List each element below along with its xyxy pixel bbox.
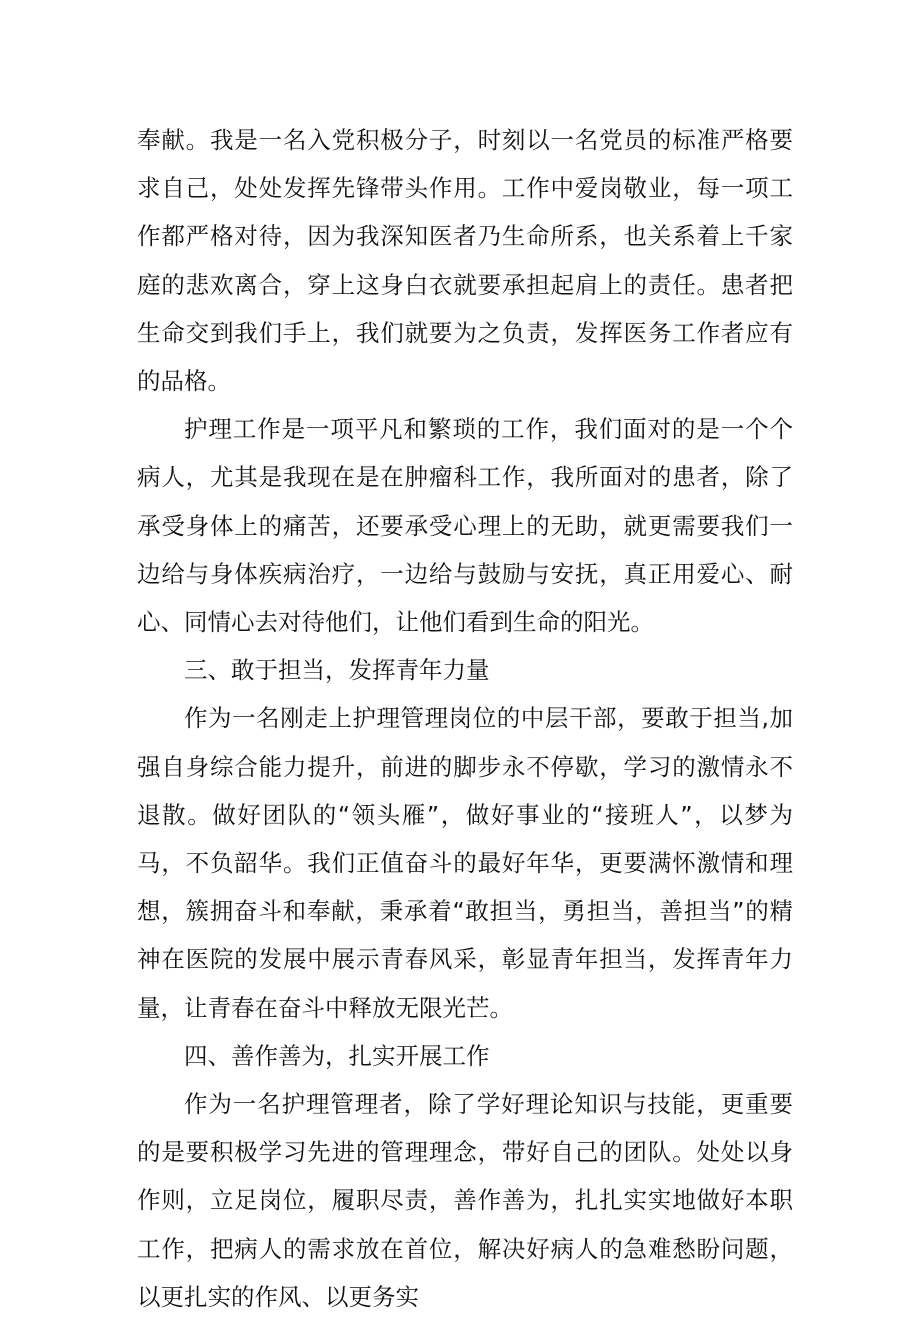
- paragraph-dedication: 奉献。我是一名入党积极分子，时刻以一名党员的标准严格要求自己，处处发挥先锋带头作用。工作中爱岗敬业，每一项工作都严格对待，因为我深知医者乃生命所系，也关系着上千家庭的悲欢离合，穿上这身白衣就要承担起肩上的责任。患者把生命交到我们手上，我们就要为之负责，发挥医务工作者应有的品格。: [137, 126, 793, 396]
- paragraph-responsibility: 作为一名刚走上护理管理岗位的中层干部，要敢于担当,加强自身综合能力提升，前进的脚步永不停歇，学习的激情永不退散。做好团队的“领头雁”，做好事业的“接班人”，以梦为马，不负韶华。我们正值奋斗的最好年华，更要满怀激情和理想，簇拥奋斗和奉献，秉承着“敢担当，勇担当，善担当”的精神在医院的发展中展示青春风采，彰显青年担当，发挥青年力量，让青春在奋斗中释放无限光芒。: [137, 704, 793, 1022]
- paragraph-nursing-work: 护理工作是一项平凡和繁琐的工作，我们面对的是一个个病人，尤其是我现在是在肿瘤科工作，我所面对的患者，除了承受身体上的痛苦，还要承受心理上的无助，就更需要我们一边给与身体疾病治疗，一边给与鼓励与安抚，真正用爱心、耐心、同情心去对待他们，让他们看到生命的阳光。: [137, 415, 793, 637]
- section-heading-four: 四、善作善为，扎实开展工作: [184, 1041, 490, 1070]
- paragraph-management: 作为一名护理管理者，除了学好理论知识与技能，更重要的是要积极学习先进的管理理念，带好自己的团队。处处以身作则，立足岗位，履职尽责，善作善为，扎扎实实地做好本职工作，把病人的需求放在首位，解决好病人的急难愁盼问题，以更扎实的作风、以更务实: [137, 1090, 793, 1311]
- document-body: [137, 116, 793, 1321]
- section-heading-three: 三、敢于担当，发挥青年力量: [184, 656, 490, 685]
